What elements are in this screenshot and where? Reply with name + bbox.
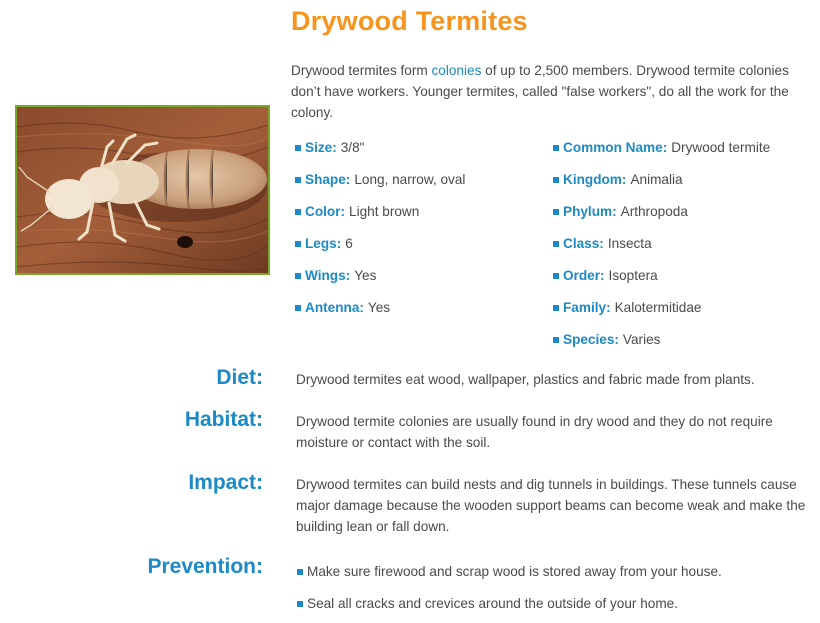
bullet-icon (553, 241, 559, 247)
diet-heading: Diet: (216, 366, 263, 389)
bullet-icon (295, 209, 301, 215)
impact-heading: Impact: (188, 471, 263, 494)
prevention-item (297, 562, 722, 582)
fact-class (553, 234, 770, 266)
fact-color (295, 202, 465, 234)
bullet-icon (553, 145, 559, 151)
bullet-icon (295, 273, 301, 279)
fact-value: Varies (622, 332, 661, 347)
fact-label: Family: (563, 300, 611, 315)
fact-label: Shape: (305, 172, 351, 187)
intro-paragraph (291, 60, 806, 123)
fact-label: Legs: (305, 236, 342, 251)
fact-label: Kingdom: (563, 172, 627, 187)
fact-species (553, 330, 770, 362)
termite-image (17, 107, 268, 273)
facts-list-left (295, 138, 465, 330)
fact-value: Yes (367, 300, 391, 315)
fact-label: Antenna: (305, 300, 364, 315)
bullet-icon (553, 209, 559, 215)
fact-value: 6 (345, 236, 353, 251)
prevention-heading: Prevention: (147, 555, 263, 578)
fact-label: Common Name: (563, 140, 668, 155)
bullet-icon (297, 569, 303, 575)
bullet-icon (553, 337, 559, 343)
fact-label: Order: (563, 268, 605, 283)
bullet-icon (553, 273, 559, 279)
fact-shape (295, 170, 465, 202)
fact-order (553, 266, 770, 298)
fact-kingdom (553, 170, 770, 202)
termite-photo (15, 105, 270, 275)
fact-value: Isoptera (608, 268, 658, 283)
fact-family (553, 298, 770, 330)
fact-label: Size: (305, 140, 337, 155)
fact-value: Insecta (607, 236, 652, 251)
intro-text-end: of up to 2,500 members. Drywood termite colonies don’t have workers. Younger termites, called "false workers", do all the work for the colony. (291, 63, 789, 120)
bullet-icon (295, 177, 301, 183)
fact-size (295, 138, 465, 170)
fact-legs (295, 234, 465, 266)
page-title: Drywood Termites (291, 6, 528, 36)
fact-label: Color: (305, 204, 346, 219)
fact-phylum (553, 202, 770, 234)
fact-value: Long, narrow, oval (354, 172, 466, 187)
fact-value: Light brown (349, 204, 420, 219)
prevention-item (297, 594, 678, 614)
prevention-item-text: Seal all cracks and crevices around the outside of your home. (307, 596, 679, 611)
fact-label: Class: (563, 236, 604, 251)
facts-list-right (553, 138, 770, 362)
habitat-heading: Habitat: (184, 408, 263, 431)
fact-value: Kalotermitidae (614, 300, 702, 315)
diet-text: Drywood termites eat wood, wallpaper, plastics and fabric made from plants. (296, 372, 755, 387)
intro-text-start: Drywood termites form (291, 63, 432, 78)
fact-wings (295, 266, 465, 298)
colonies-link[interactable]: colonies (431, 63, 482, 78)
fact-common-name (553, 138, 770, 170)
fact-value: Drywood termite (671, 140, 771, 155)
bullet-icon (553, 177, 559, 183)
bullet-icon (295, 305, 301, 311)
habitat-text: Drywood termite colonies are usually found in dry wood and they do not require moisture or contact with the soil. (296, 414, 773, 450)
fact-value: Arthropoda (620, 204, 688, 219)
fact-antenna (295, 298, 465, 330)
fact-value: 3/8" (340, 140, 365, 155)
prevention-item-text: Make sure firewood and scrap wood is stored away from your house. (307, 564, 722, 579)
bullet-icon (297, 601, 303, 607)
bullet-icon (295, 241, 301, 247)
fact-value: Yes (354, 268, 377, 283)
bullet-icon (295, 145, 301, 151)
impact-text: Drywood termites can build nests and dig tunnels in buildings. These tunnels cause major damage because the wooden support beams can become weak and make the building lean or fall down. (296, 477, 806, 534)
fact-label: Species: (563, 332, 619, 347)
fact-value: Animalia (630, 172, 683, 187)
fact-label: Phylum: (563, 204, 617, 219)
bullet-icon (553, 305, 559, 311)
fact-label: Wings: (305, 268, 351, 283)
